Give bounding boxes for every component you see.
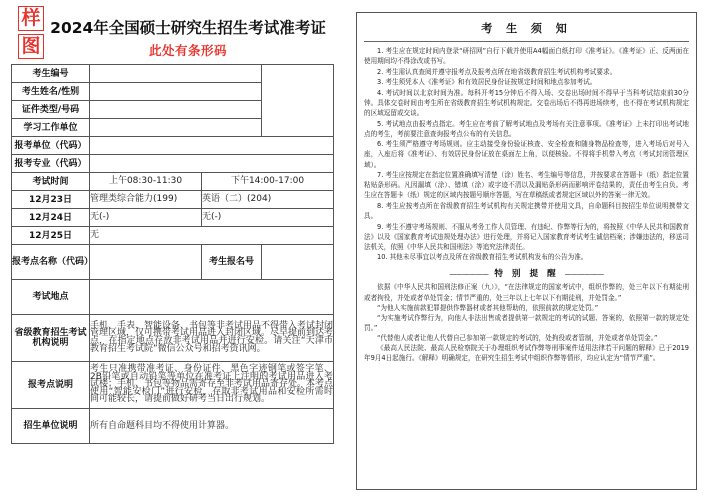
special-notice-item: 依据《中华人民共和国刑法修正案（九）》，“在法律规定的国家考试中，组织作弊的，处三年以下有期徒刑或者拘役，并处或者单处罚金；情节严重的，处三年以上七年以下有期徒刑，并处罚金。”	[364, 283, 689, 302]
field-label-work-unit: 学习工作单位	[12, 119, 90, 137]
divider-dash-left: ——————	[449, 270, 489, 279]
watermark-char-1: 样	[18, 6, 44, 31]
site-note-text: 考生只准携带准考证、身份证件、黑色字迹钢笔或签字笔、2B铅笔或自动铅笔等单位在准考证上注明的考试用品进入考试楼；手机、书包等物品需寄存至非考试用品寄存处。本考点使用“智能安检门”进行安检，存取非考试用品和安检所需时间可能较长，请提前做好研考当日出行规划。	[90, 362, 334, 409]
schedule-header-row	[12, 173, 334, 191]
ticket-panel	[0, 0, 352, 500]
field-label-name-gender: 考生姓名/性别	[12, 83, 90, 101]
registration-no-label: 考生报名号	[202, 245, 262, 280]
special-notice-item: 《最高人民法院、最高人民检察院关于办理组织考试作弊等刑事案件适用法律若干问题的解释》已于2019年9月4日起施行。《解释》明确规定，在研究生招生考试中组织作弊等情形，均应认定为“情节严重”。	[364, 344, 689, 363]
notice-box	[356, 12, 697, 490]
field-label-candidate-no: 考生编号	[12, 65, 90, 83]
table-row	[12, 155, 334, 173]
field-value-candidate-no[interactable]	[90, 65, 262, 83]
candidate-info-table	[11, 64, 334, 444]
table-row	[12, 137, 334, 155]
notice-title: 考 生 须 知	[364, 18, 689, 42]
schedule-date-1: 12月23日	[12, 191, 90, 209]
field-value-apply-major[interactable]	[90, 155, 334, 173]
table-row	[12, 280, 334, 315]
notice-item: 6. 考生须严格遵守考场规则。应主动接受身份验证核查、安全检查和随身物品检查等，进入考场后对号入座，入座后将《准考证》、有效居民身份证放在桌面左上角，以便核验。不得将手机带入考点（考试封闭管理区域）。	[364, 140, 689, 169]
schedule-morning-1: 管理类综合能力(199)	[90, 191, 202, 209]
table-row	[12, 227, 334, 245]
table-row	[12, 191, 334, 209]
table-row	[12, 245, 334, 280]
field-value-work-unit[interactable]	[90, 119, 262, 137]
field-label-apply-major: 报考专业（代码）	[12, 155, 90, 173]
field-value-name-gender[interactable]	[90, 83, 262, 101]
schedule-afternoon-header: 下午14:00-17:00	[202, 173, 334, 191]
schedule-afternoon-1: 英语（二）(204)	[202, 191, 334, 209]
schedule-label: 考试时间	[12, 173, 90, 191]
schedule-morning-header: 上午08:30-11:30	[90, 173, 202, 191]
notice-item: 2. 考生需认真查阅并遵守报考点及报考点所在地省级教育招生考试机构考试要求。	[377, 67, 617, 76]
table-row	[12, 65, 334, 83]
watermark-char-2: 图	[18, 34, 44, 59]
registration-no-value[interactable]	[262, 245, 334, 280]
field-label-apply-unit: 报考单位（代码）	[12, 137, 90, 155]
admission-unit-note-text: 所有自命题科目均不得使用计算器。	[90, 409, 334, 444]
notice-item: 8. 考生应按考点所在省级教育招生考试机构有关规定携带并使用文具，自命题科目按招生单位说明携带文具。	[364, 201, 689, 220]
notice-item: 10. 其他未尽事宜以考点及所在省级教育招生考试机构发布的公告为准。	[377, 253, 588, 262]
provincial-note-text: 手机、手表、智能设备、书包等非考试用品不得带入考试封闭管理区域，仅可携带考试用品进入封闭区域。尽早提前到达考点，在指定地点存放非考试用品并进行安检。请关注“天津市教育招生考试院”微信公众号和招考资讯网。	[90, 315, 334, 362]
exam-place-label: 考试地点	[12, 280, 90, 315]
field-label-id-type-no: 证件类型/号码	[12, 101, 90, 119]
notice-item: 5. 考试地点由报考点指定。考生应在考前了解考试地点及考场有关注意事项。《准考证》上未打印出考试地点的考生，考前要注意查询报考点公布的有关信息。	[364, 119, 689, 138]
admission-unit-note-label: 招生单位说明	[12, 409, 90, 444]
notice-item: 4. 考试时间以北京时间为准。每科开考15分钟后不得入场、交卷出场时间不得早于当科考试结束前30分钟。具体交卷时间由考生所在省级教育招生考试机构规定。交卷出场后不得再进场续考，也不得在考试机构规定的区域逗留或交谈。	[364, 88, 689, 118]
divider-dash-right: ——————	[564, 270, 604, 279]
exam-place-value[interactable]	[90, 280, 334, 315]
schedule-morning-3: 无	[90, 227, 334, 245]
table-row	[12, 409, 334, 444]
provincial-note-label: 省级教育招生考试机构说明	[12, 315, 90, 362]
barcode-placeholder-note: 此处有条形码	[148, 43, 227, 58]
schedule-date-3: 12月25日	[12, 227, 90, 245]
field-value-apply-unit[interactable]	[90, 137, 334, 155]
notice-item: 1. 考生应在规定时间内登录“研招网”自行下载并使用A4幅面白纸打印《准考证》。《准考证》正、反两面在使用期间均不得涂改或书写。	[364, 47, 689, 66]
photo-box	[262, 65, 334, 137]
site-name-value[interactable]	[90, 245, 202, 280]
site-note-label: 报考点说明	[12, 362, 90, 409]
sample-watermark	[14, 6, 48, 62]
schedule-morning-2: 无(-)	[90, 209, 202, 227]
notice-item: 3. 考生须凭本人《准考证》和有效居民身份证按规定时间和地点参加考试。	[377, 78, 597, 87]
site-name-label: 报考点名称（代码）	[12, 245, 90, 280]
table-row	[12, 209, 334, 227]
page-title: 2024年全国硕士研究生招生考试准考证	[50, 19, 326, 37]
table-row	[12, 362, 334, 409]
notice-item: 7. 考生应按规定在指定位置准确填写清楚（涂）姓名、考生编号等信息，并按要求在答题卡（纸）指定位置粘贴条形码。凡因漏填（涂）、错填（涂）或字迹不清以及漏贴条形码而影响评卷结果的，责任由考生自负。考生应在答题卡（纸）规定的区域内按题号顺序答题，写在草稿纸或者规定区域以外的答案一律无效。	[364, 171, 689, 200]
special-notice-item: “代替他人或者让他人代替自己参加第一款规定的考试的，处拘役或者管制，并处或者单处罚金。”	[377, 333, 658, 342]
special-notice-item: “为实施考试作弊行为，向他人非法出售或者提供第一款规定的考试的试题、答案的，依照第一款的规定处罚。”	[364, 313, 689, 332]
notice-panel	[352, 0, 707, 500]
special-notice-item: “为他人实施前款犯罪提供作弊器材或者其他帮助的，依照前款的规定处罚。”	[377, 303, 599, 312]
special-notice-title: 特 别 提 醒	[494, 269, 559, 280]
schedule-date-2: 12月24日	[12, 209, 90, 227]
special-notice-divider	[364, 267, 689, 279]
field-value-id-type-no[interactable]	[90, 101, 262, 119]
schedule-afternoon-2: 无(-)	[202, 209, 334, 227]
table-row	[12, 315, 334, 362]
notice-item: 9. 考生不遵守考场规则、不服从考务工作人员管理、有违纪、作弊等行为的，将按照《中华人民共和国教育法》以及《国家教育考试违规处理办法》进行处理，并将记入国家教育考试考生诚信档案；涉嫌违法的，移送司法机关，依照《中华人民共和国刑法》等追究法律责任。	[364, 222, 689, 251]
